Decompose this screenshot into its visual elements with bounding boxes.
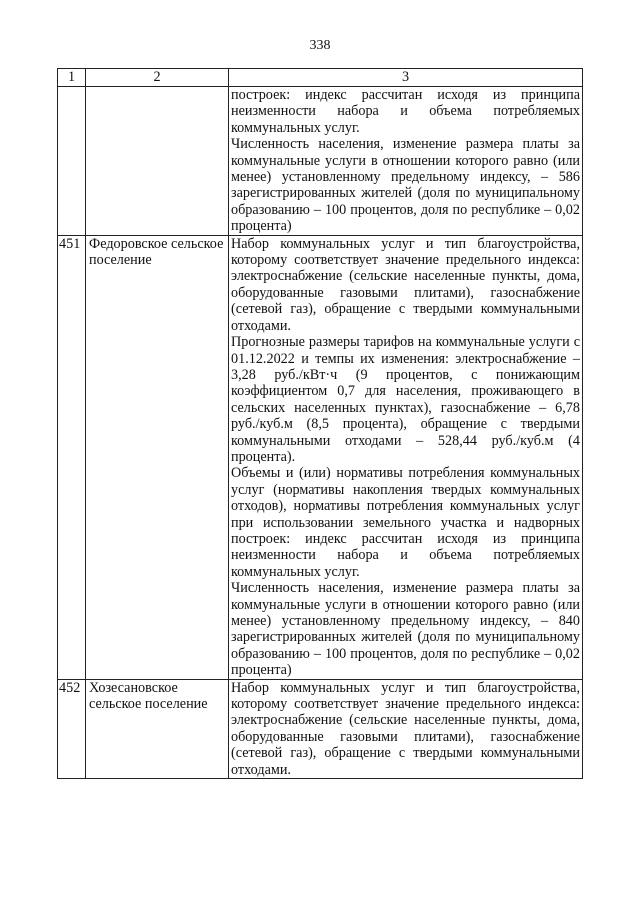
settlement-name: Федоровское сельское поселение bbox=[86, 235, 229, 679]
settlement-name bbox=[86, 87, 229, 236]
description-paragraph: Численность населения, изменение размера платы за коммунальные услуги в отношении которого равно (или менее) установленному предельному индексу, – 586 зарегистрированных жителей (доля по муниципальному образованию – 100 процентов, доля по республике – 0,02 процента) bbox=[231, 136, 580, 235]
table-row bbox=[58, 679, 583, 778]
document-table bbox=[57, 68, 583, 779]
table-row bbox=[58, 235, 583, 679]
description-paragraph: Объемы и (или) нормативы потребления коммунальных услуг (нормативы накопления твердых коммунальных отходов), нормативы потребления коммунальных услуг при использовании земельного участка и надворных построек: индекс рассчитан исходя из принципа неизменности набора и объема потребляемых коммунальных услуг. bbox=[231, 465, 580, 580]
header-col-2: 2 bbox=[86, 69, 229, 87]
header-col-3: 3 bbox=[229, 69, 583, 87]
row-description bbox=[229, 679, 583, 778]
row-number: 452 bbox=[58, 679, 86, 778]
description-paragraph: Численность населения, изменение размера платы за коммунальные услуги в отношении которого равно (или менее) установленному предельному индексу, – 840 зарегистрированных жителей (доля по муниципальному образованию – 100 процентов, доля по республике – 0,02 процента) bbox=[231, 580, 580, 679]
row-number: 451 bbox=[58, 235, 86, 679]
description-paragraph: Набор коммунальных услуг и тип благоустройства, которому соответствует значение предельного индекса: электроснабжение (сельские населенные пункты, дома, оборудованные газовыми плитами), газоснабжение (сетевой газ), обращение с твердыми коммунальными отходами. bbox=[231, 235, 580, 334]
row-description bbox=[229, 87, 583, 236]
table-row bbox=[58, 87, 583, 236]
description-paragraph: Набор коммунальных услуг и тип благоустройства, которому соответствует значение предельного индекса: электроснабжение (сельские населенные пункты, дома, оборудованные газовыми плитами), газоснабжение (сетевой газ), обращение с твердыми коммунальными отходами. bbox=[231, 679, 580, 778]
table-header-row bbox=[58, 69, 583, 87]
header-col-1: 1 bbox=[58, 69, 86, 87]
description-paragraph: Прогнозные размеры тарифов на коммунальные услуги с 01.12.2022 и темпы их изменения: электроснабжение – 3,28 руб./кВт·ч (9 процентов, с понижающим коэффициентом 0,7 для населения, проживающего в сельских населенных пунктах), газоснабжение – 6,78 руб./куб.м (8,5 процента), обращение с твердыми коммунальными отходами – 528,44 руб./куб.м (4 процента). bbox=[231, 334, 580, 465]
settlement-name: Хозесановское сельское поселение bbox=[86, 679, 229, 778]
row-number bbox=[58, 87, 86, 236]
row-description bbox=[229, 235, 583, 679]
page-number: 338 bbox=[309, 38, 331, 53]
description-paragraph: построек: индекс рассчитан исходя из принципа неизменности набора и объема потребляемых коммунальных услуг. bbox=[231, 87, 580, 136]
